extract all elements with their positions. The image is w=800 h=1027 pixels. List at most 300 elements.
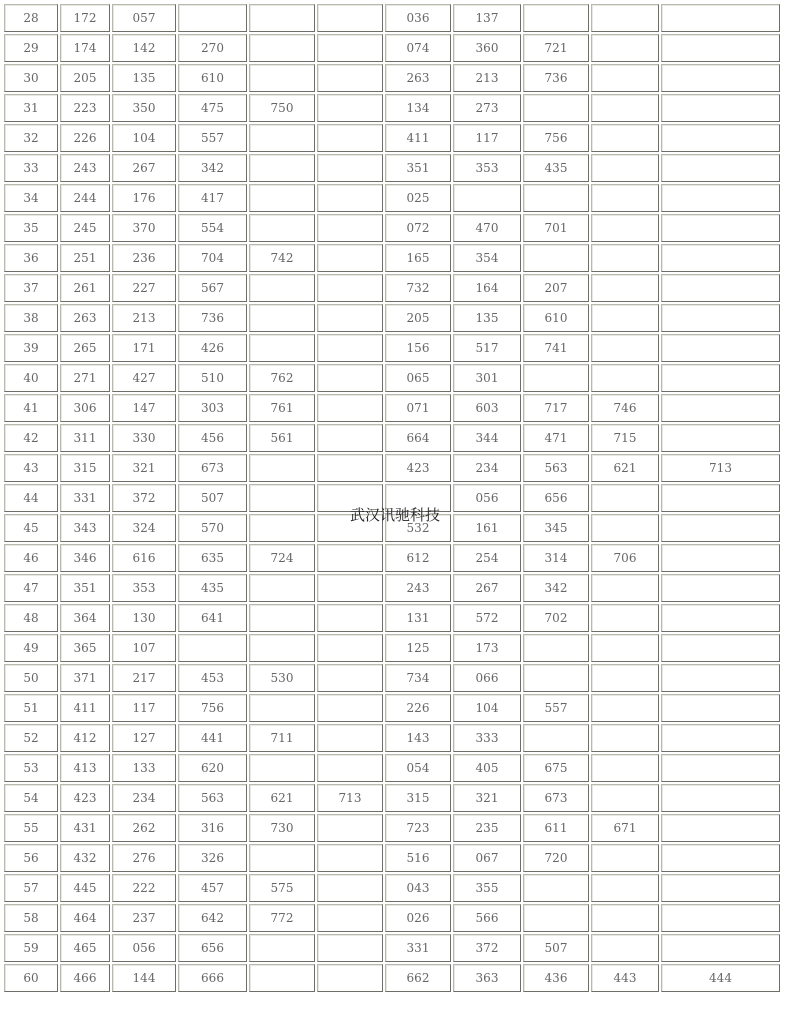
table-cell [249, 34, 315, 62]
table-cell [661, 214, 780, 242]
table-row [4, 154, 780, 182]
table-cell [591, 4, 659, 32]
table-cell [523, 874, 589, 902]
table-cell: 713 [317, 784, 383, 812]
table-cell: 133 [112, 754, 176, 782]
table-cell: 263 [60, 304, 110, 332]
table-cell [591, 934, 659, 962]
table-cell [591, 784, 659, 812]
table-cell [317, 244, 383, 272]
table-cell: 372 [453, 934, 521, 962]
table-cell: 746 [591, 394, 659, 422]
row-number-cell: 38 [4, 304, 58, 332]
table-cell: 701 [523, 214, 589, 242]
table-cell: 730 [249, 814, 315, 842]
table-row [4, 904, 780, 932]
table-cell: 721 [523, 34, 589, 62]
table-cell: 243 [60, 154, 110, 182]
table-cell [317, 574, 383, 602]
table-cell [591, 844, 659, 872]
table-cell: 656 [523, 484, 589, 512]
table-cell [523, 724, 589, 752]
table-cell: 702 [523, 604, 589, 632]
table-cell: 056 [453, 484, 521, 512]
table-cell [661, 184, 780, 212]
table-cell: 254 [453, 544, 521, 572]
table-cell [591, 694, 659, 722]
table-row [4, 214, 780, 242]
table-cell: 566 [453, 904, 521, 932]
table-cell: 270 [178, 34, 247, 62]
table-cell: 104 [453, 694, 521, 722]
table-cell [523, 664, 589, 692]
table-cell: 475 [178, 94, 247, 122]
table-cell: 072 [385, 214, 451, 242]
table-cell [523, 904, 589, 932]
table-cell [317, 64, 383, 92]
table-cell: 144 [112, 964, 176, 992]
table-cell: 353 [112, 574, 176, 602]
table-cell: 756 [523, 124, 589, 152]
table-cell: 251 [60, 244, 110, 272]
table-cell [317, 394, 383, 422]
table-cell: 217 [112, 664, 176, 692]
table-row [4, 424, 780, 452]
table-cell: 610 [178, 64, 247, 92]
table-cell [317, 814, 383, 842]
table-cell [317, 304, 383, 332]
row-number-cell: 43 [4, 454, 58, 482]
table-cell: 635 [178, 544, 247, 572]
row-number-cell: 52 [4, 724, 58, 752]
table-row [4, 124, 780, 152]
table-cell [317, 604, 383, 632]
table-cell: 621 [249, 784, 315, 812]
table-cell [249, 754, 315, 782]
table-cell: 435 [178, 574, 247, 602]
table-cell [661, 364, 780, 392]
table-cell: 507 [523, 934, 589, 962]
table-cell: 662 [385, 964, 451, 992]
table-cell: 276 [112, 844, 176, 872]
watermark-text: 武汉讯驰科技 [350, 506, 441, 524]
table-cell [317, 694, 383, 722]
table-cell: 056 [112, 934, 176, 962]
table-cell [317, 94, 383, 122]
table-cell [249, 844, 315, 872]
table-cell: 345 [523, 514, 589, 542]
table-cell: 557 [523, 694, 589, 722]
table-cell: 563 [523, 454, 589, 482]
table-cell [591, 94, 659, 122]
table-cell: 331 [385, 934, 451, 962]
table-cell: 142 [112, 34, 176, 62]
table-cell: 411 [385, 124, 451, 152]
table-row [4, 874, 780, 902]
table-cell: 471 [523, 424, 589, 452]
table-cell [661, 634, 780, 662]
table-cell: 423 [385, 454, 451, 482]
table-row [4, 364, 780, 392]
table-cell [317, 844, 383, 872]
table-cell: 173 [453, 634, 521, 662]
table-cell [591, 754, 659, 782]
table-row [4, 754, 780, 782]
table-cell: 713 [661, 454, 780, 482]
table-cell [317, 544, 383, 572]
table-cell: 761 [249, 394, 315, 422]
table-cell [385, 484, 451, 512]
table-cell [661, 394, 780, 422]
table-cell: 423 [60, 784, 110, 812]
table-cell [661, 64, 780, 92]
table-cell [591, 724, 659, 752]
table-cell: 457 [178, 874, 247, 902]
table-cell: 036 [385, 4, 451, 32]
table-cell: 117 [453, 124, 521, 152]
table-cell [317, 334, 383, 362]
table-cell: 465 [60, 934, 110, 962]
row-number-cell: 51 [4, 694, 58, 722]
row-number-cell: 36 [4, 244, 58, 272]
table-row [4, 454, 780, 482]
table-cell [661, 724, 780, 752]
table-cell: 642 [178, 904, 247, 932]
table-row [4, 514, 780, 542]
table-cell: 222 [112, 874, 176, 902]
row-number-cell: 28 [4, 4, 58, 32]
table-cell [661, 874, 780, 902]
row-number-cell: 49 [4, 634, 58, 662]
table-cell: 311 [60, 424, 110, 452]
table-cell [249, 634, 315, 662]
table-cell: 532 [385, 514, 451, 542]
table-cell: 174 [60, 34, 110, 62]
table-cell: 445 [60, 874, 110, 902]
table-cell [249, 604, 315, 632]
table-cell: 243 [385, 574, 451, 602]
table-row [4, 814, 780, 842]
table-cell: 273 [453, 94, 521, 122]
table-cell: 426 [178, 334, 247, 362]
table-cell [591, 664, 659, 692]
table-cell: 226 [385, 694, 451, 722]
table-cell: 370 [112, 214, 176, 242]
table-cell: 245 [60, 214, 110, 242]
table-cell [249, 154, 315, 182]
table-row [4, 4, 780, 32]
table-cell [317, 484, 383, 512]
table-cell [661, 574, 780, 602]
table-cell: 704 [178, 244, 247, 272]
table-cell [591, 244, 659, 272]
table-cell: 267 [453, 574, 521, 602]
table-cell [591, 184, 659, 212]
table-cell: 303 [178, 394, 247, 422]
table-cell [661, 814, 780, 842]
table-cell [661, 124, 780, 152]
table-cell [523, 184, 589, 212]
table-row [4, 94, 780, 122]
table-cell: 612 [385, 544, 451, 572]
table-cell [317, 124, 383, 152]
table-cell: 025 [385, 184, 451, 212]
row-number-cell: 48 [4, 604, 58, 632]
table-cell: 107 [112, 634, 176, 662]
table-cell: 234 [112, 784, 176, 812]
table-cell [591, 214, 659, 242]
table-cell: 673 [523, 784, 589, 812]
table-cell: 171 [112, 334, 176, 362]
table-cell: 734 [385, 664, 451, 692]
table-cell [661, 784, 780, 812]
row-number-cell: 55 [4, 814, 58, 842]
table-cell: 237 [112, 904, 176, 932]
row-number-cell: 45 [4, 514, 58, 542]
table-cell: 176 [112, 184, 176, 212]
table-cell [317, 424, 383, 452]
table-cell: 363 [453, 964, 521, 992]
table-cell: 417 [178, 184, 247, 212]
table-cell: 066 [453, 664, 521, 692]
table-cell: 301 [453, 364, 521, 392]
table-cell: 641 [178, 604, 247, 632]
table-cell [523, 244, 589, 272]
table-cell: 557 [178, 124, 247, 152]
table-row [4, 184, 780, 212]
table-cell: 427 [112, 364, 176, 392]
table-cell: 043 [385, 874, 451, 902]
table-row [4, 304, 780, 332]
table-cell [178, 4, 247, 32]
table-cell: 772 [249, 904, 315, 932]
table-cell: 572 [453, 604, 521, 632]
table-cell [591, 904, 659, 932]
table-cell: 360 [453, 34, 521, 62]
table-cell: 724 [249, 544, 315, 572]
table-cell: 603 [453, 394, 521, 422]
table-cell: 271 [60, 364, 110, 392]
table-cell [661, 664, 780, 692]
table-cell: 343 [60, 514, 110, 542]
table-cell [591, 574, 659, 602]
table-cell: 616 [112, 544, 176, 572]
table-cell [591, 304, 659, 332]
table-cell: 104 [112, 124, 176, 152]
table-cell: 470 [453, 214, 521, 242]
table-row [4, 334, 780, 362]
table-cell: 143 [385, 724, 451, 752]
table-cell [317, 964, 383, 992]
table-cell [249, 274, 315, 302]
table-cell [661, 544, 780, 572]
table-cell [317, 664, 383, 692]
row-number-cell: 46 [4, 544, 58, 572]
table-cell: 711 [249, 724, 315, 752]
table-cell [591, 124, 659, 152]
table-cell: 262 [112, 814, 176, 842]
table-cell: 236 [112, 244, 176, 272]
table-cell [317, 934, 383, 962]
table-cell: 436 [523, 964, 589, 992]
table-cell: 444 [661, 964, 780, 992]
table-cell: 351 [60, 574, 110, 602]
table-cell: 371 [60, 664, 110, 692]
table-cell: 364 [60, 604, 110, 632]
table-cell [249, 934, 315, 962]
row-number-cell: 56 [4, 844, 58, 872]
table-row [4, 574, 780, 602]
table-cell [661, 754, 780, 782]
table-cell [453, 184, 521, 212]
row-number-cell: 37 [4, 274, 58, 302]
row-number-cell: 35 [4, 214, 58, 242]
table-cell: 732 [385, 274, 451, 302]
row-number-cell: 44 [4, 484, 58, 512]
table-cell [523, 364, 589, 392]
table-cell: 365 [60, 634, 110, 662]
table-cell: 762 [249, 364, 315, 392]
table-cell [661, 304, 780, 332]
row-number-cell: 29 [4, 34, 58, 62]
table-cell [661, 424, 780, 452]
table-cell [317, 364, 383, 392]
table-cell: 570 [178, 514, 247, 542]
table-cell: 441 [178, 724, 247, 752]
table-cell [591, 64, 659, 92]
table-cell: 611 [523, 814, 589, 842]
row-number-cell: 57 [4, 874, 58, 902]
table-cell [661, 154, 780, 182]
table-row [4, 844, 780, 872]
table-cell: 723 [385, 814, 451, 842]
table-cell: 333 [453, 724, 521, 752]
table-cell: 453 [178, 664, 247, 692]
table-cell: 567 [178, 274, 247, 302]
row-number-cell: 42 [4, 424, 58, 452]
table-cell: 342 [523, 574, 589, 602]
table-cell: 510 [178, 364, 247, 392]
table-cell: 265 [60, 334, 110, 362]
table-cell [317, 634, 383, 662]
table-cell: 172 [60, 4, 110, 32]
table-cell: 165 [385, 244, 451, 272]
table-cell: 664 [385, 424, 451, 452]
table-row [4, 244, 780, 272]
table-cell [317, 34, 383, 62]
table-cell: 756 [178, 694, 247, 722]
table-cell: 507 [178, 484, 247, 512]
table-cell: 315 [60, 454, 110, 482]
table-cell: 227 [112, 274, 176, 302]
table-cell: 316 [178, 814, 247, 842]
row-number-cell: 40 [4, 364, 58, 392]
table-cell: 717 [523, 394, 589, 422]
table-cell [661, 514, 780, 542]
table-cell: 563 [178, 784, 247, 812]
table-cell [661, 694, 780, 722]
table-cell [178, 634, 247, 662]
table-cell [591, 274, 659, 302]
table-cell: 074 [385, 34, 451, 62]
table-cell: 720 [523, 844, 589, 872]
table-cell: 342 [178, 154, 247, 182]
table-cell: 137 [453, 4, 521, 32]
table-cell [249, 214, 315, 242]
table-cell: 057 [112, 4, 176, 32]
table-cell [249, 184, 315, 212]
table-cell: 330 [112, 424, 176, 452]
table-cell: 164 [453, 274, 521, 302]
table-cell: 117 [112, 694, 176, 722]
table-row [4, 934, 780, 962]
row-number-cell: 59 [4, 934, 58, 962]
table-cell: 156 [385, 334, 451, 362]
table-cell: 466 [60, 964, 110, 992]
table-cell [661, 604, 780, 632]
table-cell [661, 334, 780, 362]
table-cell [249, 574, 315, 602]
table-body [4, 4, 780, 992]
table-cell [523, 634, 589, 662]
table-cell: 315 [385, 784, 451, 812]
table-cell: 223 [60, 94, 110, 122]
table-cell: 413 [60, 754, 110, 782]
table-cell: 054 [385, 754, 451, 782]
table-cell [249, 304, 315, 332]
table-cell: 161 [453, 514, 521, 542]
table-cell [591, 334, 659, 362]
table-cell: 205 [60, 64, 110, 92]
table-cell: 331 [60, 484, 110, 512]
table-cell: 226 [60, 124, 110, 152]
table-cell: 135 [453, 304, 521, 332]
table-cell [661, 844, 780, 872]
table-cell: 706 [591, 544, 659, 572]
row-number-cell: 53 [4, 754, 58, 782]
row-number-cell: 39 [4, 334, 58, 362]
table-cell [317, 514, 383, 542]
table-cell: 666 [178, 964, 247, 992]
table-cell: 261 [60, 274, 110, 302]
table-cell: 673 [178, 454, 247, 482]
table-cell: 135 [112, 64, 176, 92]
table-cell [591, 484, 659, 512]
table-cell: 750 [249, 94, 315, 122]
table-cell: 213 [112, 304, 176, 332]
table-cell: 530 [249, 664, 315, 692]
table-row [4, 544, 780, 572]
table-cell: 314 [523, 544, 589, 572]
table-cell [317, 274, 383, 302]
table-cell [317, 184, 383, 212]
table-cell [591, 634, 659, 662]
row-number-cell: 30 [4, 64, 58, 92]
table-cell [661, 244, 780, 272]
table-cell [523, 4, 589, 32]
table-cell: 324 [112, 514, 176, 542]
table-cell [591, 604, 659, 632]
table-cell: 621 [591, 454, 659, 482]
row-number-cell: 50 [4, 664, 58, 692]
table-cell [661, 934, 780, 962]
table-cell [317, 724, 383, 752]
table-cell: 741 [523, 334, 589, 362]
table-cell: 321 [453, 784, 521, 812]
table-cell [661, 904, 780, 932]
table-cell: 610 [523, 304, 589, 332]
table-cell: 675 [523, 754, 589, 782]
